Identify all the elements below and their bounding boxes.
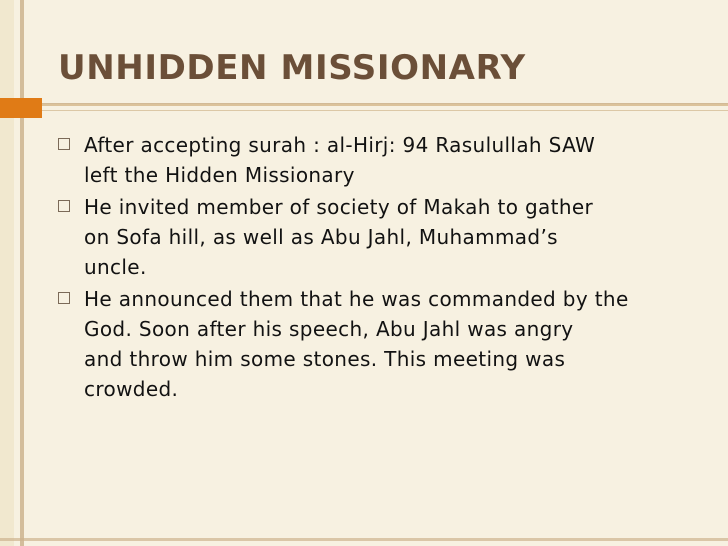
bullet-item-2 [60, 192, 700, 282]
bullet-item-3 [60, 284, 700, 404]
decorative-vertical-line [20, 0, 24, 546]
checkbox-square-icon [58, 138, 70, 150]
bullet-text-2: He invited member of society of Makah to gather on Sofa hill, as well as Abu Jahl, Muhammad’s uncle. [84, 195, 594, 279]
title-accent-box [0, 98, 42, 118]
bullet-text-1: After accepting surah : al-Hirj: 94 Rasulullah SAW left the Hidden Missionary [84, 133, 596, 187]
checkbox-square-icon [58, 200, 70, 212]
bullet-text-3: He announced them that he was commanded by the God. Soon after his speech, Abu Jahl was angry and throw him some stones. This meeting was crowded. [84, 287, 629, 401]
decorative-horizontal-line-bottom [0, 538, 728, 541]
checkbox-square-icon [58, 292, 70, 304]
left-decorative-strip [0, 0, 14, 546]
bullet-list [60, 130, 700, 406]
bullet-item-1 [60, 130, 700, 190]
decorative-horizontal-line-thin [0, 110, 728, 111]
slide-title: UNHIDDEN MISSIONARY [58, 48, 526, 88]
title-underline [42, 104, 728, 106]
